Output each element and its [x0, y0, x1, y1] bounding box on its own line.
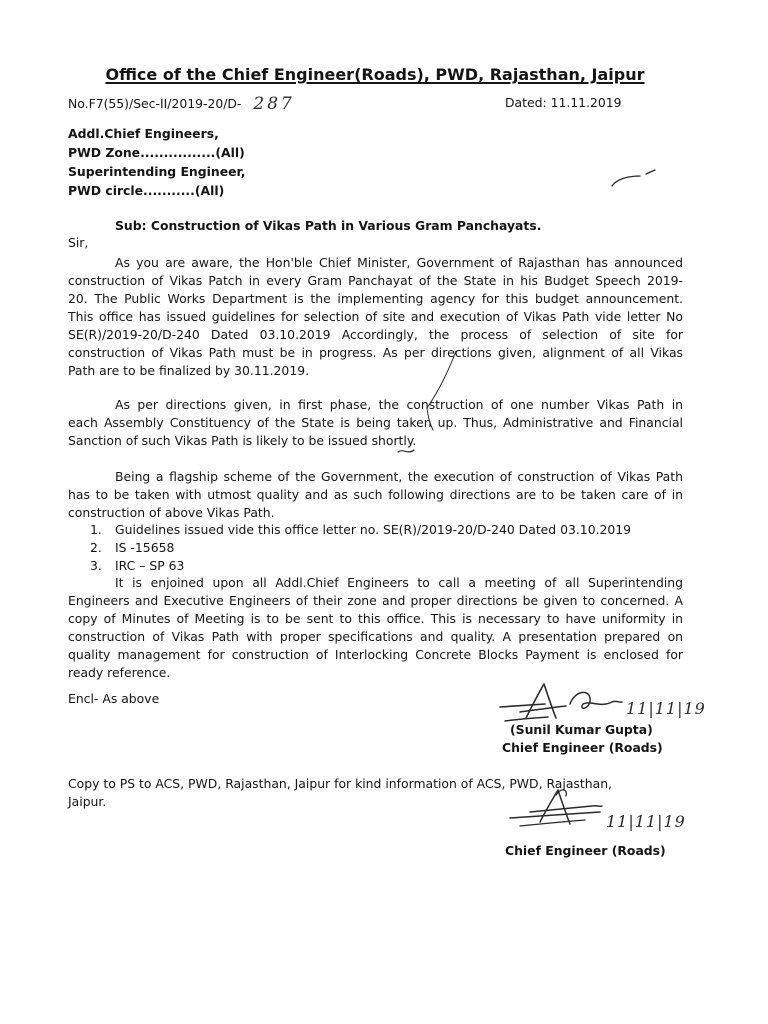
enclosure-note: Encl- As above: [68, 691, 160, 706]
addressee-line: Superintending Engineer,: [68, 164, 246, 179]
paragraph-line: Engineers and Executive Engineers of their zone and proper directions be given to concerned. A: [68, 593, 683, 608]
signature-date: 11|11|19: [606, 812, 686, 831]
pen-tick-mark: [612, 170, 655, 186]
signature-stroke: [500, 704, 545, 707]
paragraph-3: [68, 468, 683, 522]
paragraph-line: SE(R)/2019-20/D-240 Dated 03.10.2019 Accordingly, the process of selection of site for: [68, 327, 683, 342]
addressee-line: PWD Zone................(All): [68, 145, 245, 160]
signature-stroke: [520, 706, 566, 712]
paragraph-line: As you are aware, the Hon'ble Chief Minister, Government of Rajasthan has announced: [115, 255, 683, 270]
signature-stroke: [570, 692, 622, 708]
list-item: [90, 539, 631, 557]
directions-list: [90, 521, 631, 575]
addressee-block: [68, 124, 246, 200]
paragraph-line: It is enjoined upon all Addl.Chief Engineers to call a meeting of all Superintending: [115, 575, 683, 590]
pen-squiggle-mark: [398, 450, 414, 452]
reference-line: [68, 94, 295, 113]
paragraph-line: Sanction of such Vikas Path is likely to be issued shortly.: [68, 433, 417, 448]
paragraph-2: [68, 396, 683, 450]
paragraph-line: Being a flagship scheme of the Government, the execution of construction of Vikas Path: [115, 469, 683, 484]
signature-stroke: [526, 684, 556, 718]
paragraph-line: As per directions given, in first phase, the construction of one number Vikas Path in: [115, 397, 683, 412]
paragraph-line: each Assembly Constituency of the State is being taken up. Thus, Administrative and Financial: [68, 415, 683, 430]
paragraph-line: 20. The Public Works Department is the implementing agency for this budget announcement.: [68, 291, 683, 306]
list-item-text: IRC – SP 63: [115, 558, 185, 573]
paragraph-line: has to be taken with utmost quality and as such following directions are to be taken care of in: [68, 487, 683, 502]
subject-line: Sub: Construction of Vikas Path in Various Gram Panchayats.: [115, 218, 542, 233]
salutation: Sir,: [68, 235, 89, 250]
signatory-name: (Sunil Kumar Gupta): [510, 722, 653, 737]
list-item: [90, 557, 631, 575]
paragraph-line: construction of Vikas Patch in every Gram Panchayat of the State in his Budget Speech 2019-: [68, 273, 683, 288]
list-item: [90, 521, 631, 539]
handwritten-dispatch-number: 287: [253, 94, 295, 114]
paragraph-line: construction of Vikas Path must be in progress. As per directions given, alignment of all Vikas: [68, 345, 683, 360]
copy-to-line: Copy to PS to ACS, PWD, Rajasthan, Jaipur for kind information of ACS, PWD, Rajasthan,: [68, 776, 612, 791]
list-item-number: 1.: [90, 522, 102, 537]
paragraph-line: construction of Vikas Path with proper specifications and quality. A presentation prepared on: [68, 629, 683, 644]
paragraph-1: [68, 254, 683, 380]
paragraph-line: ready reference.: [68, 665, 171, 680]
signature-date: 11|11|19: [626, 699, 706, 718]
signatory-designation: Chief Engineer (Roads): [502, 740, 663, 755]
list-item-number: 2.: [90, 540, 102, 555]
copy-to-line: Jaipur.: [68, 794, 107, 809]
signature-stroke: [510, 812, 600, 818]
signature-stroke: [520, 820, 585, 826]
paragraph-line: quality management for construction of Interlocking Concrete Blocks Payment is enclosed for: [68, 647, 683, 662]
list-item-text: IS -15658: [115, 540, 175, 555]
paragraph-line: construction of above Vikas Path.: [68, 505, 275, 520]
copy-to-block: [68, 775, 708, 811]
paragraph-line: copy of Minutes of Meeting is to be sent to this office. This is necessary to have uniformity in: [68, 611, 683, 626]
copy-signatory-designation: Chief Engineer (Roads): [505, 843, 666, 858]
addressee-line: PWD circle...........(All): [68, 183, 225, 198]
reference-number: No.F7(55)/Sec-II/2019-20/D-: [68, 96, 242, 111]
paragraph-4: [68, 574, 683, 682]
office-heading: Office of the Chief Engineer(Roads), PWD, Rajasthan, Jaipur: [105, 65, 645, 84]
letter-date: Dated: 11.11.2019: [505, 95, 622, 110]
addressee-line: Addl.Chief Engineers,: [68, 126, 219, 141]
paragraph-line: Path are to be finalized by 30.11.2019.: [68, 363, 310, 378]
list-item-number: 3.: [90, 558, 102, 573]
list-item-text: Guidelines issued vide this office letter no. SE(R)/2019-20/D-240 Dated 03.10.2019: [115, 522, 632, 537]
signature: [500, 684, 706, 721]
paragraph-line: This office has issued guidelines for selection of site and execution of Vikas Path vide letter No: [68, 309, 683, 324]
